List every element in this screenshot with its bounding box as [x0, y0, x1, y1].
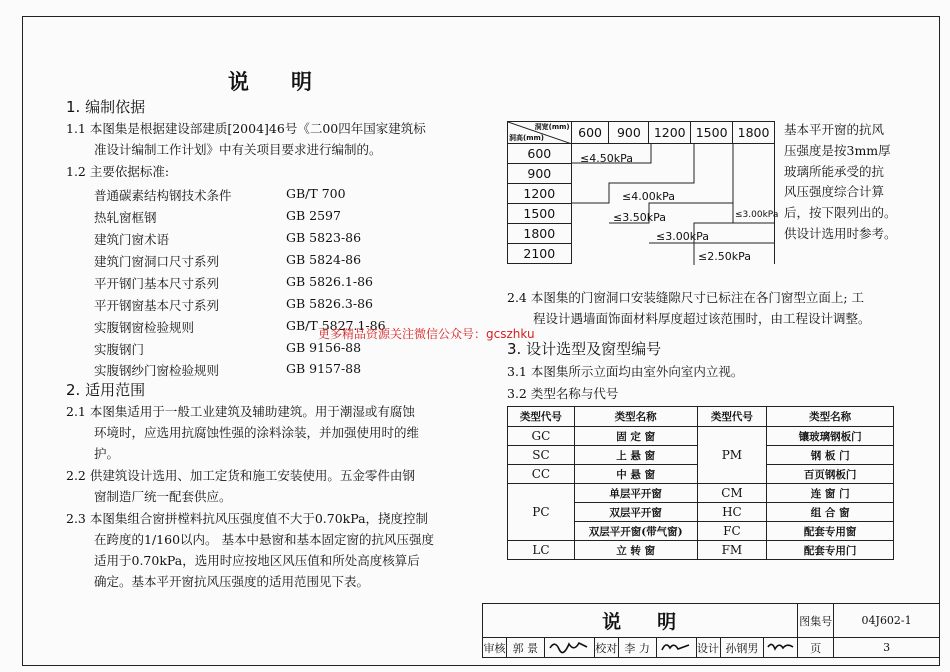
standard-code: GB/T 5827.1-86 [286, 318, 386, 333]
type-code: GC [508, 427, 575, 446]
para-1-1a: 1.1 本图集是根据建设部建质[2004]46号《二00四年国家建筑标 [66, 121, 426, 136]
zone-label: ≤3.00kPa [735, 210, 779, 220]
page-title: 说 明 [228, 69, 314, 94]
page-number: 3 [834, 638, 940, 658]
standard-code: GB 9156-88 [286, 340, 362, 355]
table-corner [508, 122, 572, 144]
type-name: 连 窗 门 [767, 484, 894, 503]
standard-code: GB 5826.1-86 [286, 274, 374, 289]
height-header: 600 [508, 144, 572, 164]
type-name: 镶玻璃钢板门 [767, 427, 894, 446]
corner-height-label: 洞高(mm) [509, 134, 544, 142]
type-name: 百页钢板门 [767, 465, 894, 484]
type-name: 单层平开窗 [574, 484, 697, 503]
checker-name: 李 力 [618, 638, 656, 658]
para-1-1b: 准设计编制工作计划》中有关项目要求进行编制的。 [94, 142, 382, 157]
zone-label: ≤3.50kPa [613, 211, 666, 224]
reviewer-name: 郭 景 [506, 638, 544, 658]
signature-icon [659, 638, 693, 654]
page-label: 页 [798, 638, 834, 658]
type-code: FM [697, 541, 767, 560]
para-2-line: 确定。基本平开窗抗风压强度的适用范围见下表。 [94, 574, 370, 589]
type-code: LC [508, 541, 575, 560]
para-2-line: 护。 [94, 446, 120, 461]
standard-name: 普通碳素结构钢技术条件 [94, 188, 232, 203]
pressure-note: 基本平开窗的抗风 压强度是按3mm厚 玻璃所能承受的抗 风压强度综合计算 后，按下限列出的。 供设计选用时参考。 [784, 122, 897, 241]
para-2-line: 环境时，应选用抗腐蚀性强的涂料涂装，并加强使用时的维 [94, 425, 420, 440]
check-label: 校对 [594, 638, 618, 658]
designer-name: 孙钢男 [720, 638, 764, 658]
type-code: CC [508, 465, 575, 484]
zone-label: ≤2.50kPa [698, 250, 751, 263]
para-2-line: 在跨度的1/160以内。 基本中悬窗和基本固定窗的抗风压强度 [94, 532, 434, 547]
standard-code: GB 9157-88 [286, 361, 362, 376]
standard-code: GB/T 700 [286, 186, 346, 201]
title-block [482, 603, 940, 658]
type-name: 配套专用门 [767, 541, 894, 560]
review-label: 审核 [483, 638, 507, 658]
standard-name: 平开钢门基本尺寸系列 [94, 276, 220, 291]
type-name: 中 悬 窗 [574, 465, 697, 484]
type-header: 类型名称 [574, 407, 697, 427]
signature-icon [547, 638, 591, 654]
type-code: PM [697, 427, 767, 484]
designer-signature [764, 638, 798, 658]
type-name: 双层平开窗 [574, 503, 697, 522]
zone-label: ≤4.00kPa [622, 190, 675, 203]
title-block-title: 说 明 [483, 604, 798, 638]
standard-name: 热轧窗框钢 [94, 210, 157, 225]
type-name: 配套专用窗 [767, 522, 894, 541]
type-code: PC [508, 484, 575, 541]
section-3-heading: 3. 设计选型及窗型编号 [507, 340, 662, 358]
standard-name: 实腹钢窗检验规则 [94, 320, 195, 335]
standard-name: 建筑门窗洞口尺寸系列 [94, 254, 220, 269]
type-name: 双层平开窗(带气窗) [574, 522, 697, 541]
section-1-heading: 1. 编制依据 [66, 98, 146, 116]
type-code: FC [697, 522, 767, 541]
standard-code: GB 5824-86 [286, 252, 362, 267]
standard-code: GB 2597 [286, 208, 341, 223]
section-2-heading: 2. 适用范围 [66, 381, 146, 399]
type-header: 类型代号 [697, 407, 767, 427]
para-2-line: 适用于0.70kPa，选用时应按地区风压值和所处高度核算后 [94, 553, 420, 568]
zone-label: ≤3.00kPa [656, 230, 709, 243]
watermark: 更多精品资源关注微信公众号：gcszhku [318, 327, 535, 341]
atlas-number: 04J602-1 [834, 604, 940, 638]
design-label: 设计 [696, 638, 720, 658]
para-2-line: 2.2 供建筑设计选用、加工定货和施工安装使用。五金零件由钢 [66, 468, 415, 483]
standard-name: 实腹钢门 [94, 342, 145, 357]
type-code: SC [508, 446, 575, 465]
width-header: 1800 [733, 122, 775, 144]
width-header: 1200 [649, 122, 691, 144]
para-3-1: 3.1 本图集所示立面均由室外向室内立视。 [507, 364, 744, 379]
type-code: HC [697, 503, 767, 522]
atlas-label: 图集号 [798, 604, 834, 638]
type-name: 立 转 窗 [574, 541, 697, 560]
standard-name: 实腹钢纱门窗检验规则 [94, 363, 220, 378]
type-table [507, 406, 894, 560]
para-2-line: 2.3 本图集组合窗拼樘料抗风压强度值不大于0.70kPa，挠度控制 [66, 511, 429, 526]
type-name: 钢 板 门 [767, 446, 894, 465]
para-2-4b: 程设计遇墙面饰面材料厚度超过该范围时，由工程设计调整。 [533, 311, 871, 326]
type-name: 组 合 窗 [767, 503, 894, 522]
width-header: 900 [609, 122, 649, 144]
zone-label: ≤4.50kPa [580, 152, 633, 165]
standard-code: GB 5823-86 [286, 230, 362, 245]
height-header: 2100 [508, 244, 572, 264]
height-header: 900 [508, 164, 572, 184]
para-2-4a: 2.4 本图集的门窗洞口安装缝隙尺寸已标注在各门窗型立面上; 工 [507, 290, 865, 305]
type-header: 类型代号 [508, 407, 575, 427]
type-name: 固 定 窗 [574, 427, 697, 446]
corner-width-label: 洞宽(mm) [534, 123, 570, 131]
height-header: 1200 [508, 184, 572, 204]
standard-name: 建筑门窗术语 [94, 232, 170, 247]
height-header: 1500 [508, 204, 572, 224]
reviewer-signature [544, 638, 594, 658]
type-code: CM [697, 484, 767, 503]
para-3-2: 3.2 类型名称与代号 [507, 386, 619, 401]
signature-icon [766, 638, 796, 654]
width-header: 600 [571, 122, 609, 144]
height-header: 1800 [508, 224, 572, 244]
para-2-line: 窗制造厂统一配套供应。 [94, 489, 232, 504]
type-name: 上 悬 窗 [574, 446, 697, 465]
standard-name: 平开钢窗基本尺寸系列 [94, 298, 220, 313]
para-1-2: 1.2 主要依据标准: [66, 164, 170, 179]
standard-code: GB 5826.3-86 [286, 296, 374, 311]
checker-signature [656, 638, 696, 658]
type-header: 类型名称 [767, 407, 894, 427]
para-2-line: 2.1 本图集适用于一般工业建筑及辅助建筑。用于潮湿或有腐蚀 [66, 404, 415, 419]
width-header: 1500 [691, 122, 733, 144]
